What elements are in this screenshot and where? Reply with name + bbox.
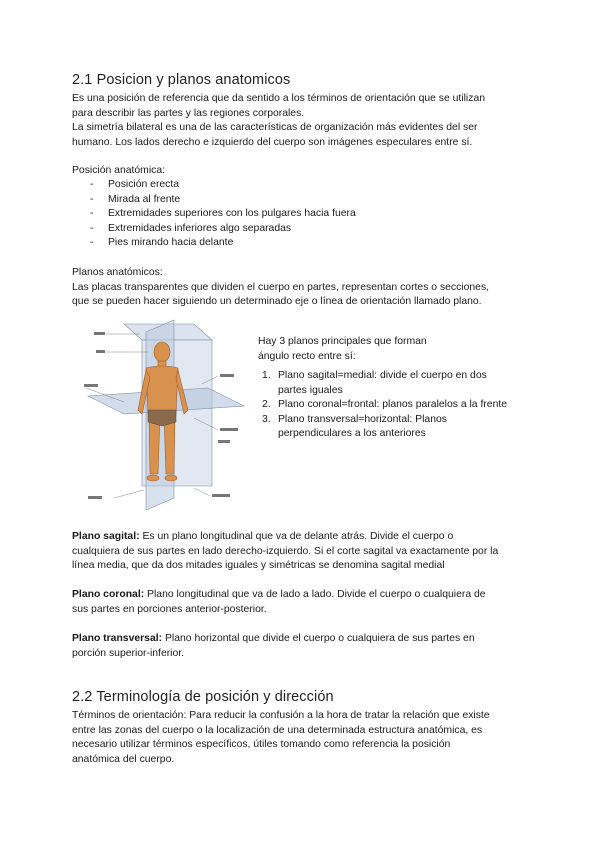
sagittal-term: Plano sagital:: [72, 531, 140, 542]
list-item: - Posición erecta: [90, 179, 180, 190]
anatomical-planes-illustration: [84, 318, 252, 510]
sagittal-definition: Plano sagital: Es un plano longitudinal que va de delante atrás. Divide el cuerpo o cualquiera de sus partes en lado derecho-izquierdo. Si el corte sagital va exactamente por la línea media, que da dos mitades iguales y simétricas se denomina sagital medial: [72, 531, 499, 571]
intro-line: para describir las partes y las regiones corporales.: [72, 107, 305, 119]
symmetry-line: humano. Los lados derecho e izquierdo del cuerpo son imágenes especulares entre sí.: [72, 136, 473, 148]
symmetry-line: La simetría bilateral es una de las características de organización más evidentes del ser: [72, 122, 478, 133]
list-item: 2. Plano coronal=frontal: planos paralelos a la frente: [262, 399, 508, 410]
planes-paragraph: [72, 266, 532, 310]
list-item: 3. Plano transversal=horizontal: Planos perpendiculares a los anteriores: [262, 413, 447, 439]
section-title-terminologia: 2.2 Terminología de posición y dirección: [72, 689, 334, 705]
planes-desc-line: que se pueden hacer siguiendo un determinado eje o línea de orientación llamado plano.: [72, 296, 482, 307]
planes-intro: [258, 335, 478, 364]
list-item: - Extremidades superiores con los pulgares hacia fuera: [90, 208, 356, 219]
transversal-definition: Plano transversal: Plano horizontal que divide el cuerpo o cualquiera de sus partes en porción superior-inferior.: [72, 633, 475, 659]
list-item: 1. Plano sagital=medial: divide el cuerpo en dos partes iguales: [262, 370, 487, 396]
planes-desc-line: Las placas transparentes que dividen el cuerpo en partes, representan cortes o secciones,: [72, 281, 490, 293]
list-item: - Extremidades inferiores algo separadas: [90, 222, 292, 234]
anatomical-planes-figure: [84, 318, 252, 510]
intro-paragraph: [72, 92, 532, 150]
anatomical-position-list: [72, 178, 356, 251]
section-title-posicion: 2.1 Posicion y planos anatomicos: [72, 72, 291, 88]
coronal-term: Plano coronal:: [72, 589, 145, 600]
planes-intro-line: Hay 3 planos principales que forman: [258, 336, 427, 348]
list-item: - Mirada al frente: [90, 193, 181, 205]
intro-line: Es una posición de referencia que da sentido a los términos de orientación que se utilizan: [72, 93, 485, 104]
orientation-terms-paragraph: Términos de orientación: Para reducir la confusión a la hora de tratar la relación que existe entre las zonas del cuerpo o la localización de una determinada estructura anatómica, es necesario utilizar términos específicos, útiles tomando como referencia la posición anatómica del cuerpo.: [72, 710, 490, 765]
anatomical-position-label: Posición anatómica:: [72, 165, 165, 176]
planes-intro-line: ángulo recto entre sí:: [258, 350, 356, 362]
list-item: - Pies mirando hacia delante: [90, 237, 234, 248]
coronal-definition: Plano coronal: Plano longitudinal que va de lado a lado. Divide el cuerpo o cualquiera de sus partes en porciones anterior-posterior.: [72, 589, 486, 615]
planes-list: [258, 369, 528, 442]
transversal-term: Plano transversal:: [72, 633, 163, 644]
planes-label: Planos anatómicos:: [72, 267, 163, 278]
